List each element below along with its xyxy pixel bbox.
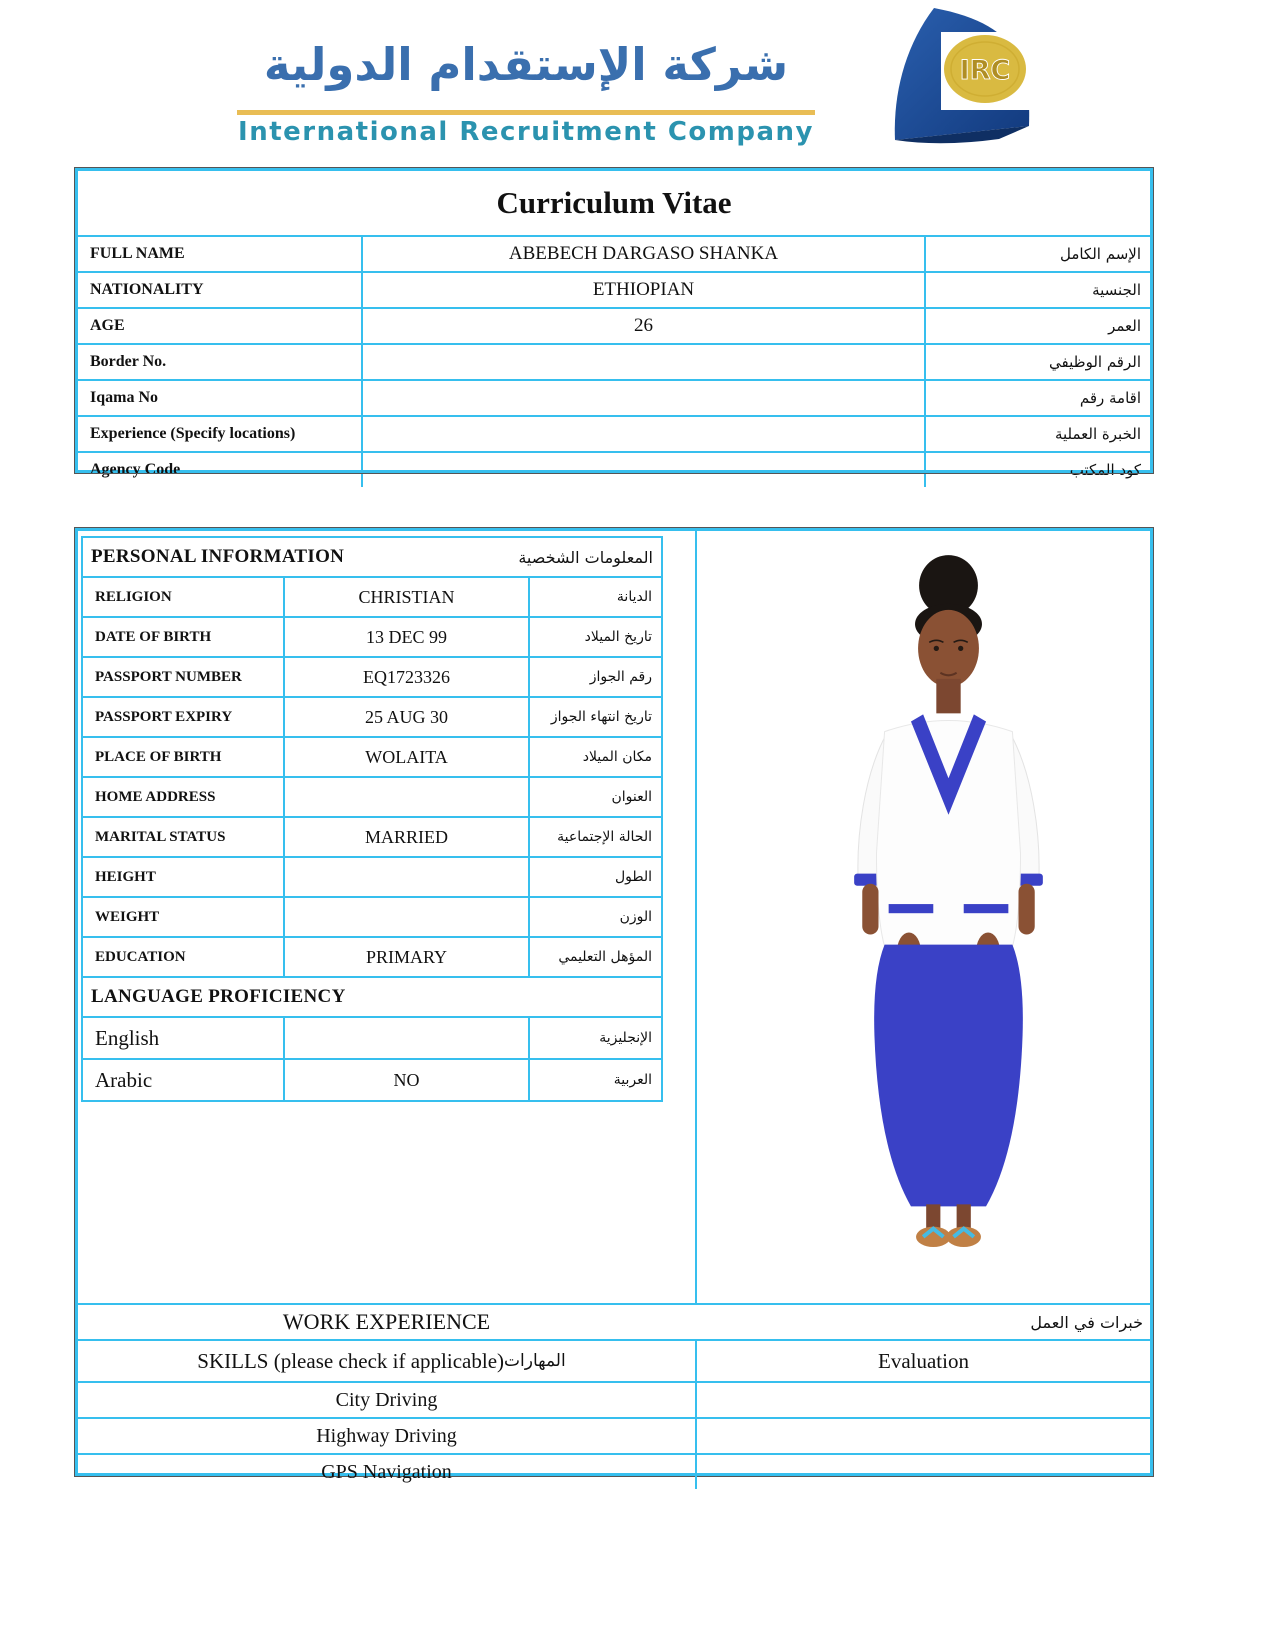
details-section	[75, 528, 1153, 1483]
personal-row-value	[283, 778, 528, 816]
personal-row-value: CHRISTIAN	[283, 578, 528, 616]
company-letterhead	[237, 22, 815, 147]
cv-row-arabic: الجنسية	[924, 273, 1150, 307]
personal-row	[83, 818, 661, 858]
cv-row-arabic: الرقم الوظيفي	[924, 345, 1150, 379]
cv-row-value	[361, 345, 924, 379]
language-row	[83, 1018, 661, 1060]
skill-row	[78, 1417, 1150, 1453]
skill-evaluation	[695, 1383, 1150, 1417]
personal-row-arabic: تاريخ انتهاء الجواز	[528, 698, 661, 736]
cv-row-value	[361, 381, 924, 415]
personal-row-label: DATE OF BIRTH	[95, 628, 212, 645]
skill-label: City Driving	[335, 1388, 438, 1411]
language-row-label: Arabic	[95, 1067, 153, 1092]
cv-row-label: NATIONALITY	[90, 281, 204, 298]
personal-row-value: EQ1723326	[283, 658, 528, 696]
skills-header-row	[78, 1339, 1150, 1381]
document-title: Curriculum Vitae	[78, 171, 1150, 237]
personal-row-arabic: رقم الجواز	[528, 658, 661, 696]
personal-row-value	[283, 858, 528, 896]
cv-row-arabic: كود المكتب	[924, 453, 1150, 487]
personal-row-arabic: الطول	[528, 858, 661, 896]
cv-row	[78, 273, 1150, 309]
personal-row-label: PASSPORT EXPIRY	[95, 708, 233, 725]
cv-row-arabic: الخبرة العملية	[924, 417, 1150, 451]
personal-row-label: PLACE OF BIRTH	[95, 748, 222, 765]
work-experience-section	[78, 1303, 1150, 1489]
personal-row-arabic: العنوان	[528, 778, 661, 816]
language-row-value	[283, 1018, 528, 1058]
language-row-value: NO	[283, 1060, 528, 1100]
work-experience-title-arabic: خبرات في العمل	[1030, 1312, 1143, 1332]
personal-row-label: RELIGION	[95, 588, 172, 605]
cv-row-arabic: اقامة رقم	[924, 381, 1150, 415]
personal-information-title: PERSONAL INFORMATION	[91, 546, 345, 567]
cv-row	[78, 237, 1150, 273]
language-row-arabic: الإنجليزية	[528, 1018, 661, 1058]
language-row	[83, 1060, 661, 1100]
cv-row-label: FULL NAME	[90, 245, 185, 262]
skills-header-label: SKILLS (please check if applicable)	[197, 1348, 505, 1373]
logo-monogram: IRC	[959, 55, 1011, 86]
cv-summary-table	[75, 168, 1153, 479]
skill-row	[78, 1381, 1150, 1417]
cv-row-value	[361, 417, 924, 451]
cv-row-label: Border No.	[90, 353, 167, 370]
personal-row-arabic: الديانة	[528, 578, 661, 616]
skill-evaluation	[695, 1419, 1150, 1453]
personal-row-arabic: الحالة الإجتماعية	[528, 818, 661, 856]
skill-label: Highway Driving	[316, 1424, 457, 1447]
cv-row-label: AGE	[90, 317, 125, 334]
cv-row	[78, 381, 1150, 417]
cv-row	[78, 417, 1150, 453]
language-row-label: English	[95, 1025, 160, 1050]
personal-information-title-arabic: المعلومات الشخصية	[518, 547, 653, 567]
cv-row-label: Agency Code	[90, 461, 181, 478]
personal-row-value: WOLAITA	[283, 738, 528, 776]
evaluation-header-cell: Evaluation	[695, 1341, 1150, 1381]
cv-row-label: Experience (Specify locations)	[90, 425, 296, 442]
personal-row	[83, 738, 661, 778]
personal-row-label: PASSPORT NUMBER	[95, 668, 242, 685]
personal-row	[83, 858, 661, 898]
cv-row-label: Iqama No	[90, 389, 159, 406]
personal-row-label: EDUCATION	[95, 948, 186, 965]
personal-information-header	[83, 538, 661, 578]
company-name-arabic: شركة الإستقدام الدولية	[263, 38, 789, 91]
personal-row	[83, 898, 661, 938]
gold-divider	[237, 110, 815, 115]
personal-row	[83, 658, 661, 698]
skill-label: GPS Navigation	[321, 1460, 452, 1483]
personal-row-value	[283, 898, 528, 936]
personal-row	[83, 698, 661, 738]
work-experience-row	[78, 1303, 1150, 1339]
cv-row-value: 26	[361, 309, 924, 343]
personal-row-arabic: الوزن	[528, 898, 661, 936]
personal-row-arabic: المؤهل التعليمي	[528, 938, 661, 976]
cv-row-arabic: العمر	[924, 309, 1150, 343]
skills-header-cell	[78, 1341, 695, 1381]
personal-row-value: PRIMARY	[283, 938, 528, 976]
cv-row-value: ETHIOPIAN	[361, 273, 924, 307]
cv-row-arabic: الإسم الكامل	[924, 237, 1150, 271]
candidate-photo	[821, 549, 1076, 1249]
company-name-english: International Recruitment Company	[238, 117, 814, 147]
cv-row-value: ABEBECH DARGASO SHANKA	[361, 237, 924, 271]
language-row-arabic: العربية	[528, 1060, 661, 1100]
personal-row	[83, 618, 661, 658]
personal-row-arabic: تاريخ الميلاد	[528, 618, 661, 656]
personal-row-value: 25 AUG 30	[283, 698, 528, 736]
cv-row	[78, 345, 1150, 381]
personal-row-label: HOME ADDRESS	[95, 788, 216, 805]
candidate-photo-area	[718, 541, 1178, 1301]
personal-row	[83, 778, 661, 818]
personal-row-label: MARITAL STATUS	[95, 828, 226, 845]
cv-row-value	[361, 453, 924, 487]
personal-row-value: MARRIED	[283, 818, 528, 856]
personal-row	[83, 578, 661, 618]
company-logo-icon	[843, 6, 1033, 144]
skills-header-arabic: المهارات	[504, 1351, 566, 1371]
photo-cell-divider	[695, 531, 697, 1303]
personal-row	[83, 938, 661, 978]
skill-row	[78, 1453, 1150, 1489]
work-experience-title: WORK EXPERIENCE	[282, 1309, 491, 1334]
personal-row-label: HEIGHT	[95, 868, 156, 885]
personal-information-table	[81, 536, 663, 1102]
skill-evaluation	[695, 1455, 1150, 1489]
personal-row-value: 13 DEC 99	[283, 618, 528, 656]
cv-row	[78, 309, 1150, 345]
language-proficiency-header: LANGUAGE PROFICIENCY	[83, 978, 661, 1018]
personal-row-arabic: مكان الميلاد	[528, 738, 661, 776]
cv-row	[78, 453, 1150, 487]
personal-row-label: WEIGHT	[95, 908, 160, 925]
